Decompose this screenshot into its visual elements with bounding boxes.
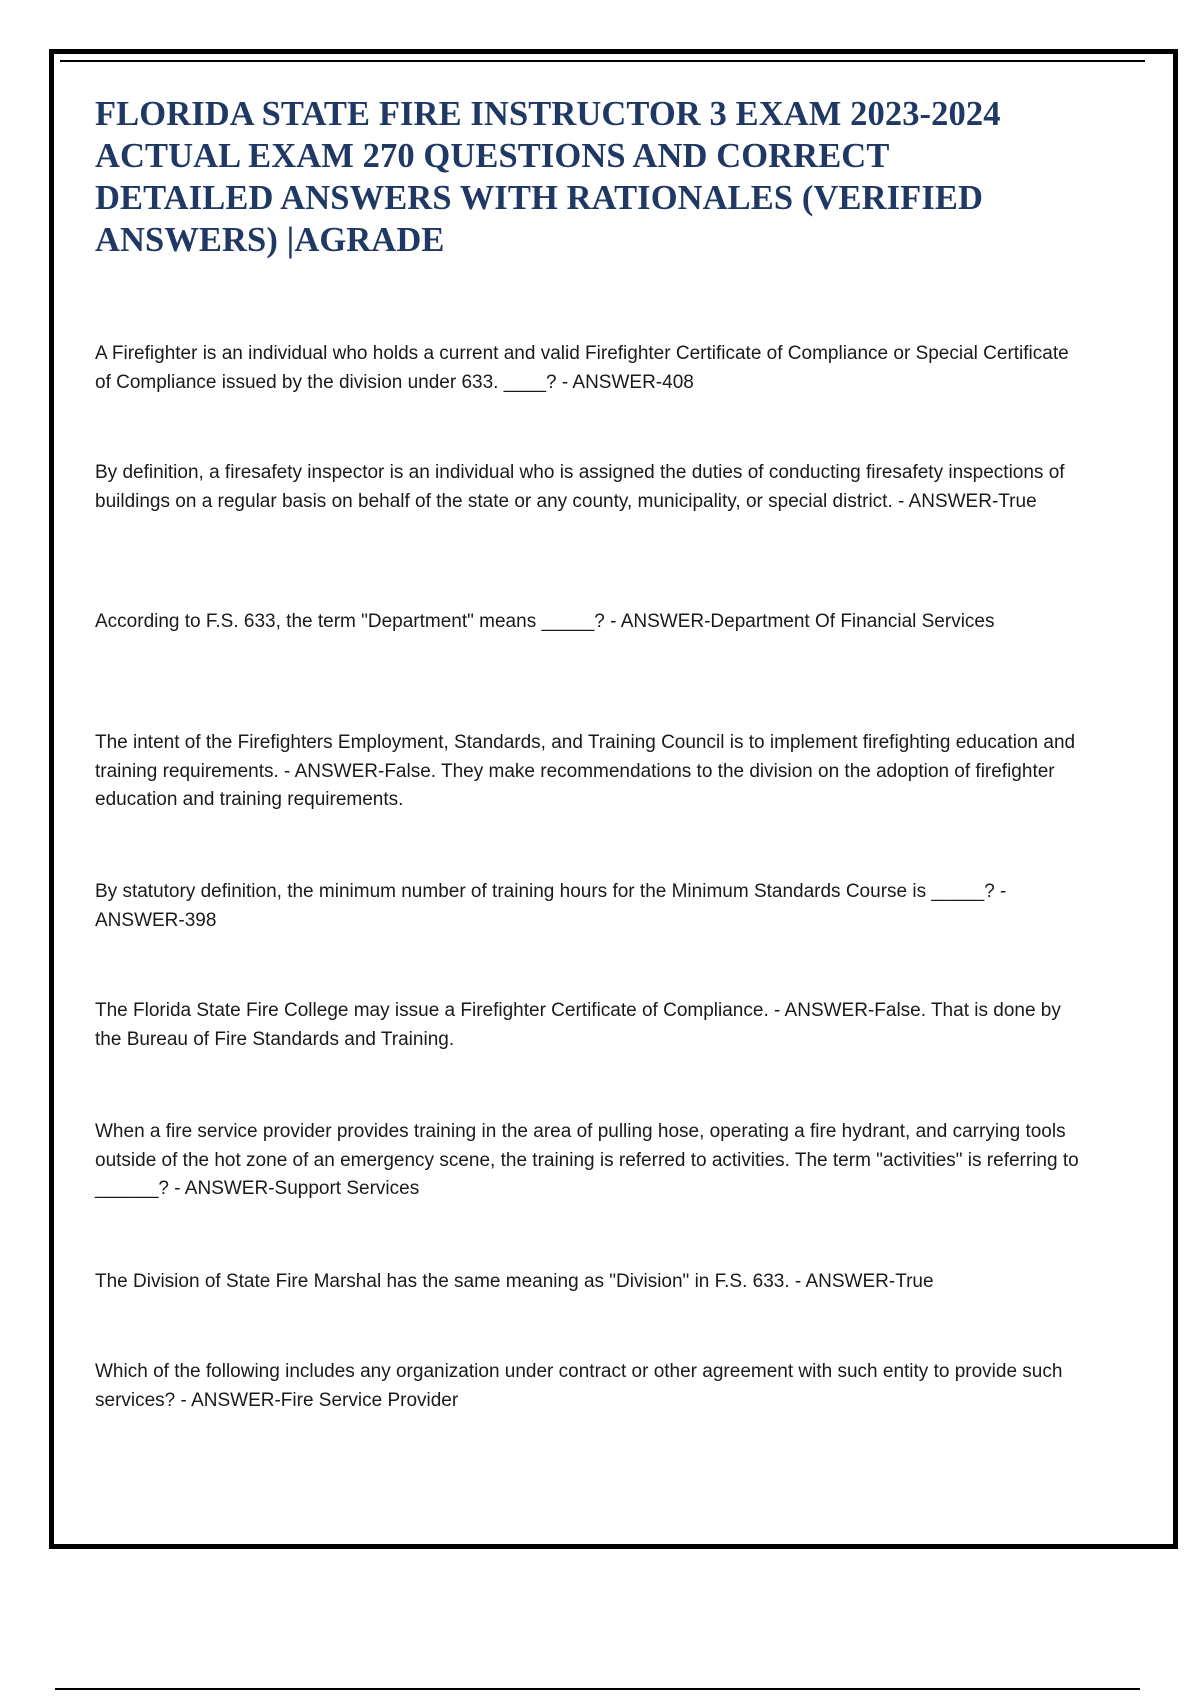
qa-item-7: When a fire service provider provides training in the area of pulling hose, operating a fire hydrant, and carrying tools outside of the hot zone of an emergency scene, the training is referred to activities. The term "activities" is referring to ______? - ANSWER-Support Services [95, 1121, 1079, 1199]
qa-item-9: Which of the following includes any organization under contract or other agreement with such entity to provide such services? - ANSWER-Fire Service Provider [95, 1361, 1063, 1411]
qa-item-5: By statutory definition, the minimum number of training hours for the Minimum Standards Course is _____? - ANSWER-398 [95, 881, 1007, 931]
document-title: FLORIDA STATE FIRE INSTRUCTOR 3 EXAM 2023-2024 ACTUAL EXAM 270 QUESTIONS AND CORRECT DETAILED ANSWERS WITH RATIONALES (VERIFIED ANSWERS) |AGRADE [95, 95, 1001, 259]
footer-rule [55, 1688, 1140, 1690]
qa-item-4: The intent of the Firefighters Employment, Standards, and Training Council is to implement firefighting education and training requirements. - ANSWER-False. They make recommendations to the division on the adoption of firefighter education and training requirements. [95, 732, 1076, 810]
top-inner-rule [60, 60, 1145, 62]
qa-item-8: The Division of State Fire Marshal has the same meaning as "Division" in F.S. 633. - ANSWER-True [95, 1271, 934, 1292]
qa-item-3: According to F.S. 633, the term "Department" means _____? - ANSWER-Department Of Financial Services [95, 611, 995, 632]
qa-item-6: The Florida State Fire College may issue a Firefighter Certificate of Compliance. - ANSWER-False. That is done by the Bureau of Fire Standards and Training. [95, 1000, 1061, 1050]
qa-item-2: By definition, a firesafety inspector is an individual who is assigned the duties of conducting firesafety inspections of buildings on a regular basis on behalf of the state or any county, municipality, or special district. - ANSWER-True [95, 462, 1065, 512]
qa-item-1: A Firefighter is an individual who holds a current and valid Firefighter Certificate of Compliance or Special Certificate of Compliance issued by the division under 633. ____? - ANSWER-408 [95, 343, 1069, 393]
